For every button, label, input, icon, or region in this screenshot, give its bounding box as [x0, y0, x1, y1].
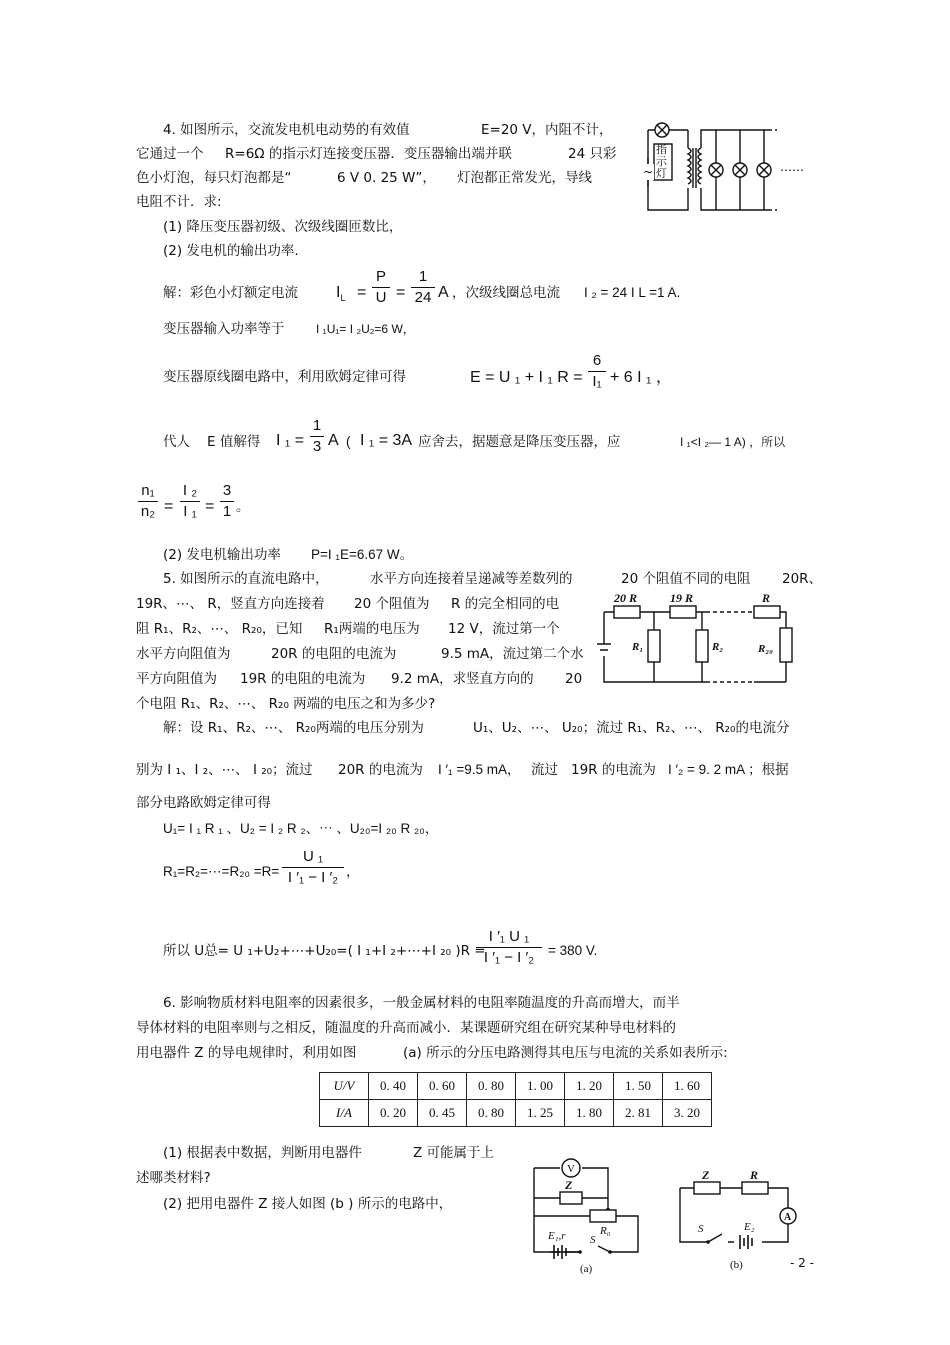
p5-l3: 阻 R₁、R₂、⋯、 R₂₀，已知: [136, 621, 303, 637]
p5-s6: 所以 U总= U ₁+U₂+⋯+U₂₀=( I ₁+I ₂+⋯+I ₂₀ )R =: [163, 943, 486, 959]
fig6b-Z: Z: [702, 1170, 710, 1182]
p5-s5-den: I ′₁ − I ′₂: [287, 869, 339, 886]
p4-ratio-n2: n₂: [140, 503, 156, 520]
p4-sol3: 变压器原线圈电路中，利用欧姆定律可得: [163, 369, 406, 385]
p4-sol1-L: L: [340, 293, 346, 304]
p4-sol4d: I ₁ = 3A: [360, 432, 413, 449]
fig6a-V: V: [567, 1163, 575, 1175]
p5-l5: 平方向阻值为: [136, 671, 217, 687]
p5-l6: 个电阻 R₁、R₂、⋯、 R₂₀ 两端的电压之和为多少?: [136, 696, 436, 712]
table-cell: 1. 20: [565, 1073, 614, 1100]
p4-sol2: 变压器输入功率等于: [163, 321, 285, 337]
p5-s6-num: I ′₁ U ₁: [488, 928, 530, 945]
fig6b-S: S: [698, 1223, 704, 1235]
fig5-R: R: [762, 591, 771, 605]
p6-l3b: (a) 所示的分压电路测得其电压与电流的关系如表所示:: [403, 1045, 728, 1061]
p5-s5: R₁=R₂=⋯=R₂₀ =R=: [163, 864, 280, 879]
p4-line2c: 24 只彩: [568, 146, 617, 162]
fig5-ladder-circuit: [592, 590, 802, 690]
p5-l5c: 9.2 mA，求竖直方向的: [391, 671, 534, 687]
p5-s2e: 19R 的电流为: [571, 762, 656, 778]
p6-l1: 6. 影响物质材料电阻率的因素很多，一般金属材料的电阻率随温度的升高而增大，而半: [163, 995, 680, 1011]
p4-sol1-U: U: [375, 289, 387, 306]
p5-l2: 19R、⋯、 R，竖直方向连接着: [136, 596, 325, 612]
table-head-i: I/A: [320, 1100, 369, 1127]
p4-line3c: 灯泡都正常发光，导线: [457, 170, 592, 186]
p5-s2c: I ′₁ =9.5 mA，: [438, 762, 521, 777]
p4-sol1-I: I: [336, 284, 341, 301]
p5-s1: 解：设 R₁、R₂、⋯、 R₂₀两端的电压分别为: [163, 720, 424, 736]
p6-q2: (2) 把用电器件 Z 接人如图 (b ) 所示的电路中，: [163, 1196, 453, 1212]
p5-l1b: 水平方向连接着呈递减等差数列的: [370, 571, 573, 587]
table-cell: 3. 20: [663, 1100, 712, 1127]
p4-sol1a: 解：彩色小灯额定电流: [163, 285, 298, 301]
fig6b-series-circuit: [670, 1170, 805, 1275]
p4-sol1-eq2: =: [396, 284, 406, 301]
p5-s2b: 20R 的电流为: [338, 762, 423, 778]
p5-l1: 5. 如图所示的直流电路中，: [163, 571, 329, 587]
p6-q1c: 述哪类材料?: [136, 1170, 211, 1186]
table-cell: 0. 80: [467, 1100, 516, 1127]
p4-sol4a: 代人: [163, 434, 190, 450]
table-cell: 1. 80: [565, 1100, 614, 1127]
p4-sol3-6: 6: [592, 352, 602, 369]
p4-sol1c: I ₂ = 24 I L =1 A.: [584, 285, 681, 300]
p4-sol1-P: P: [375, 268, 386, 285]
p5-l4b: 20R 的电阻的电流为: [271, 646, 397, 662]
p4-sol4e: 应舍去，据题意是降压变压器，应: [418, 434, 621, 450]
p4-q1: (1) 降压变压器初级、次级线圈匝数比，: [163, 219, 403, 235]
p4-ratio-1: 1: [222, 503, 232, 520]
p6-q1: (1) 根据表中数据，判断用电器件: [163, 1145, 362, 1161]
p4-ratio-3: 3: [222, 482, 232, 499]
p5-s6-tail: = 380 V.: [548, 943, 598, 958]
page-number: - 2 -: [790, 1256, 814, 1270]
p5-s6-den: I ′₁ − I ′₂: [483, 949, 535, 966]
p5-l5b: 19R 的电阻的电流为: [240, 671, 366, 687]
p4-sol1b: ，次级线圈总电流: [452, 285, 560, 301]
p4-sol4-1: 1: [312, 417, 322, 434]
p4-ratio-I1: I ₁: [183, 503, 197, 520]
fig6b-caption: (b): [730, 1259, 743, 1271]
p5-s4: U₁= I ₁ R ₁ 、U₂ = I ₂ R ₂、⋯ 、U₂₀=I ₂₀ R ₂₀，: [163, 821, 439, 836]
p4-sol1-24: 24: [414, 289, 432, 306]
p4-sol4-3: 3: [312, 438, 322, 455]
p5-s5-tail: ，: [346, 864, 360, 880]
p5-l3b: R₁两端的电压为: [324, 621, 420, 637]
p4-q2: (2) 发电机的输出功率.: [163, 243, 299, 259]
fig5-R20: R₂₀: [758, 643, 774, 655]
fig6a-R0: R₀: [600, 1225, 611, 1237]
p4-sol4-I1: I ₁ =: [276, 432, 305, 449]
table-cell: 1. 50: [614, 1073, 663, 1100]
fig6b-A: A: [784, 1212, 792, 1223]
table-cell: 0. 40: [369, 1073, 418, 1100]
p4-ratio-end: 。: [236, 499, 250, 515]
p5-l5d: 20: [565, 671, 583, 687]
fig5-R1: R₁: [632, 641, 644, 653]
p5-l1d: 20R、: [782, 571, 823, 587]
p4-line1: 4. 如图所示，交流发电机电动势的有效值: [163, 122, 410, 138]
p4-ratio-eq1: =: [164, 498, 174, 515]
fig6b-R: R: [750, 1170, 759, 1182]
table-cell: 0. 80: [467, 1073, 516, 1100]
table-cell: 0. 45: [418, 1100, 467, 1127]
p5-l2b: 20 个阻值为: [354, 596, 430, 612]
p5-s1b: U₁、U₂、⋯、 U₂₀；流过 R₁、R₂、⋯、 R₂₀的电流分: [473, 720, 790, 736]
p6-data-table: [319, 1072, 712, 1127]
p5-s2d: 流过: [531, 762, 558, 778]
fig5-19R: 19 R: [670, 591, 694, 605]
p5-s2: 别为 I ₁、I ₂、⋯、 I ₂₀；流过: [136, 762, 313, 778]
p4-line3: 色小灯泡，每只灯泡都是“: [136, 170, 292, 186]
p4-sol5: (2) 发电机输出功率: [163, 547, 281, 563]
p5-l4c: 9.5 mA，流过第二个水: [441, 646, 584, 662]
p5-l2c: R 的完全相同的电: [451, 596, 560, 612]
p4-sol2b: I ₁U₁= I ₂U₂=6 W，: [316, 322, 415, 336]
fig5-R2: R₂: [712, 641, 724, 653]
fig4-lamp-label: 指示灯: [656, 143, 667, 180]
p4-line2b: R=6Ω 的指示灯连接变压器．变压器输出端并联: [225, 146, 512, 162]
p4-sol3-tail: + 6 I ₁ ，: [610, 369, 672, 386]
p5-s5-num: U ₁: [302, 848, 324, 865]
p5-s2f: I ′₂ = 9. 2 mA ；根据: [668, 762, 789, 777]
table-row: [320, 1073, 712, 1100]
fig5-20R: 20 R: [614, 591, 638, 605]
p4-sol4c: (: [346, 434, 351, 449]
table-cell: 0. 60: [418, 1073, 467, 1100]
table-cell: 0. 20: [369, 1100, 418, 1127]
table-cell: 2. 81: [614, 1100, 663, 1127]
p6-q1b: Z 可能属于上: [413, 1145, 495, 1161]
p4-sol4-A: A: [328, 432, 339, 449]
p4-ratio-eq2: =: [205, 498, 215, 515]
p4-sol4b: E 值解得: [207, 434, 261, 450]
table-row: [320, 1100, 712, 1127]
p4-ratio-I2: I ₂: [182, 482, 198, 499]
p5-l1c: 20 个阻值不同的电阻: [621, 571, 751, 587]
fig6a-S: S: [590, 1234, 596, 1246]
p4-sol1-eq1: =: [357, 284, 367, 301]
p4-sol1-one: 1: [418, 268, 428, 285]
table-head-u: U/V: [320, 1073, 369, 1100]
p4-ratio-n1: n₁: [141, 482, 155, 499]
fig6a-E1r: E₁,r: [548, 1230, 566, 1242]
table-cell: 1. 60: [663, 1073, 712, 1100]
p5-l3c: 12 V，流过第一个: [448, 621, 560, 637]
p4-line4: 电阻不计．求:: [136, 194, 222, 210]
p5-l4: 水平方向阻值为: [136, 646, 231, 662]
p6-l2: 导体材料的电阻率则与之相反，随温度的升高而减小．某课题研究组在研究某种导电材料的: [136, 1020, 676, 1036]
table-cell: 1. 25: [516, 1100, 565, 1127]
p6-l3: 用电器件 Z 的导电规律时，利用如图: [136, 1045, 357, 1061]
p4-line2: 它通过一个: [136, 146, 204, 162]
p4-line3b: 6 V 0. 25 W”，: [337, 170, 436, 186]
p4-sol1-A: A: [438, 284, 449, 301]
fig4-dots: ⋯⋯: [780, 163, 804, 177]
fig6b-E2: E₂: [744, 1221, 755, 1233]
fig6a-caption: (a): [580, 1263, 593, 1275]
p4-sol5b: P=I ₁E=6.67 W。: [311, 547, 414, 562]
p4-sol4f: I ₁<I ₂— 1 A) ，所以: [680, 435, 786, 449]
p5-s3: 部分电路欧姆定律可得: [136, 795, 271, 811]
p4-sol3-I1: I₁: [592, 373, 602, 390]
p4-line1b: E=20 V，内阻不计，: [481, 122, 613, 138]
table-cell: 1. 00: [516, 1073, 565, 1100]
fig6a-divider-circuit: [520, 1150, 650, 1275]
fig4-ac-symbol: ~: [642, 165, 654, 179]
p4-sol3-eq: E = U ₁ + I ₁ R =: [470, 369, 583, 386]
fig6a-Z: Z: [565, 1178, 573, 1192]
